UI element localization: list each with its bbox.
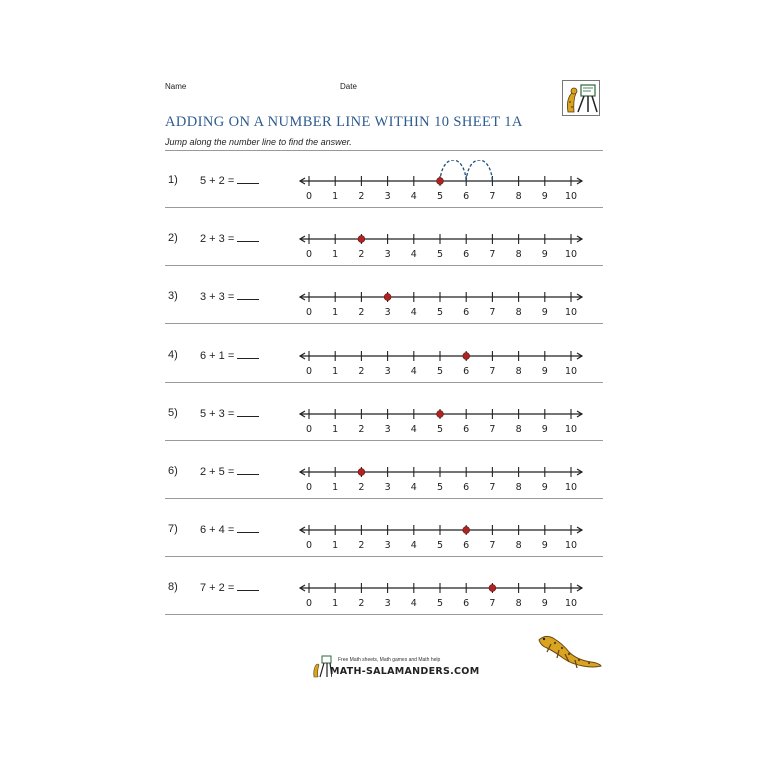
tick-label: 6 bbox=[463, 482, 470, 491]
question-divider bbox=[165, 614, 603, 615]
tick-label: 10 bbox=[564, 482, 578, 491]
start-point-dot bbox=[463, 527, 470, 534]
answer-blank[interactable] bbox=[237, 465, 259, 475]
tick-label: 6 bbox=[463, 249, 470, 259]
question-number: 5) bbox=[168, 406, 178, 419]
tick-label: 5 bbox=[436, 365, 444, 375]
tick-label: 7 bbox=[489, 307, 496, 317]
tick-label: 7 bbox=[489, 249, 496, 259]
question-divider bbox=[165, 382, 603, 383]
page-title: ADDING ON A NUMBER LINE WITHIN 10 SHEET 1A bbox=[165, 114, 523, 130]
question-expression bbox=[200, 523, 259, 536]
start-point-dot bbox=[384, 294, 391, 301]
tick-label: 9 bbox=[541, 365, 548, 375]
question-expression bbox=[200, 349, 259, 362]
tick-label: 8 bbox=[515, 191, 522, 200]
salamander-illustration bbox=[535, 630, 603, 674]
tick-label: 3 bbox=[384, 482, 391, 491]
tick-label: 10 bbox=[564, 307, 578, 317]
tick-label: 3 bbox=[384, 249, 391, 259]
tick-label: 0 bbox=[305, 482, 313, 491]
tick-label: 6 bbox=[463, 191, 470, 200]
number-line bbox=[290, 160, 590, 200]
question-number: 8) bbox=[168, 581, 178, 594]
tick-label: 4 bbox=[410, 598, 417, 608]
question-expression bbox=[200, 174, 259, 187]
tick-label: 0 bbox=[305, 249, 313, 259]
tick-label: 7 bbox=[489, 482, 496, 491]
tick-label: 5 bbox=[436, 423, 444, 433]
tick-label: 10 bbox=[564, 540, 578, 550]
tick-label: 4 bbox=[410, 365, 417, 375]
tick-label: 4 bbox=[410, 191, 417, 200]
footer-tagline: Free Math sheets, Math games and Math help bbox=[338, 657, 441, 663]
question-number: 1) bbox=[168, 174, 178, 186]
tick-label: 1 bbox=[332, 482, 339, 491]
tick-label: 4 bbox=[410, 423, 417, 433]
tick-label: 2 bbox=[358, 365, 365, 375]
question-expression-text: 5 + 2 = bbox=[200, 175, 235, 187]
number-line bbox=[290, 451, 590, 491]
tick-label: 3 bbox=[384, 598, 391, 608]
tick-label: 0 bbox=[305, 423, 313, 433]
question-expression bbox=[200, 290, 259, 303]
question-number: 7) bbox=[168, 523, 178, 536]
start-point-dot bbox=[463, 352, 470, 359]
tick-label: 9 bbox=[541, 249, 548, 259]
question-number: 6) bbox=[168, 465, 178, 477]
tick-label: 5 bbox=[436, 249, 444, 259]
header-divider bbox=[165, 150, 603, 151]
question-expression-text: 7 + 2 = bbox=[200, 582, 235, 595]
instruction-text: Jump along the number line to find the answer. bbox=[165, 137, 352, 147]
tick-label: 8 bbox=[515, 307, 522, 317]
tick-label: 5 bbox=[436, 307, 444, 317]
tick-label: 7 bbox=[489, 365, 496, 375]
question-divider bbox=[165, 498, 603, 499]
tick-label: 7 bbox=[489, 540, 496, 550]
tick-label: 6 bbox=[463, 540, 470, 550]
tick-label: 7 bbox=[489, 423, 496, 433]
tick-label: 3 bbox=[384, 365, 391, 375]
tick-label: 10 bbox=[564, 191, 578, 200]
tick-label: 7 bbox=[489, 598, 496, 608]
answer-blank[interactable] bbox=[237, 349, 259, 359]
answer-blank[interactable] bbox=[237, 407, 259, 417]
tick-label: 2 bbox=[358, 307, 365, 317]
question-expression bbox=[200, 407, 259, 420]
tick-label: 9 bbox=[541, 423, 548, 433]
tick-label: 1 bbox=[332, 540, 339, 550]
jump-arc bbox=[466, 160, 492, 181]
question-divider bbox=[165, 207, 603, 208]
question-expression-text: 5 + 3 = bbox=[200, 407, 235, 420]
answer-blank[interactable] bbox=[237, 174, 259, 184]
number-line bbox=[290, 509, 590, 549]
question-number: 3) bbox=[168, 290, 178, 303]
jump-arc bbox=[440, 160, 466, 181]
question-divider bbox=[165, 556, 603, 557]
tick-label: 1 bbox=[332, 249, 339, 259]
question-expression-text: 6 + 4 = bbox=[200, 524, 235, 537]
tick-label: 7 bbox=[489, 191, 496, 200]
tick-label: 1 bbox=[332, 307, 339, 317]
tick-label: 0 bbox=[305, 307, 313, 317]
tick-label: 1 bbox=[332, 598, 339, 608]
question-divider bbox=[165, 265, 603, 266]
salamander-logo bbox=[562, 80, 600, 116]
tick-label: 1 bbox=[332, 365, 339, 375]
question-expression-text: 2 + 3 = bbox=[200, 233, 235, 246]
tick-label: 1 bbox=[332, 423, 339, 433]
question-expression bbox=[200, 232, 259, 245]
name-label: Name bbox=[165, 82, 187, 91]
number-line bbox=[290, 276, 590, 316]
start-point-dot bbox=[358, 469, 365, 476]
tick-label: 9 bbox=[541, 540, 548, 550]
tick-label: 10 bbox=[564, 249, 578, 259]
answer-blank[interactable] bbox=[237, 290, 259, 300]
number-line bbox=[290, 567, 590, 607]
tick-label: 2 bbox=[358, 598, 365, 608]
number-line bbox=[290, 393, 590, 433]
answer-blank[interactable] bbox=[237, 232, 259, 242]
tick-label: 9 bbox=[541, 191, 548, 200]
tick-label: 10 bbox=[564, 423, 578, 433]
tick-label: 3 bbox=[384, 191, 391, 200]
question-expression-text: 2 + 5 = bbox=[200, 466, 235, 478]
tick-label: 0 bbox=[305, 598, 313, 608]
tick-label: 10 bbox=[564, 365, 578, 375]
tick-label: 4 bbox=[410, 540, 417, 550]
tick-label: 5 bbox=[436, 482, 444, 491]
tick-label: 3 bbox=[384, 307, 391, 317]
footer-site-link[interactable]: MATH-SALAMANDERS.COM bbox=[330, 666, 480, 677]
start-point-dot bbox=[437, 178, 444, 185]
tick-label: 0 bbox=[305, 540, 313, 550]
tick-label: 4 bbox=[410, 482, 417, 491]
tick-label: 4 bbox=[410, 307, 417, 317]
tick-label: 8 bbox=[515, 540, 522, 550]
tick-label: 5 bbox=[436, 191, 444, 200]
question-number: 2) bbox=[168, 232, 178, 245]
question-expression bbox=[200, 581, 259, 594]
tick-label: 10 bbox=[564, 598, 578, 608]
tick-label: 8 bbox=[515, 598, 522, 608]
tick-label: 9 bbox=[541, 307, 548, 317]
tick-label: 2 bbox=[358, 423, 365, 433]
tick-label: 2 bbox=[358, 249, 365, 259]
tick-label: 8 bbox=[515, 482, 522, 491]
tick-label: 9 bbox=[541, 598, 548, 608]
tick-label: 6 bbox=[463, 423, 470, 433]
tick-label: 6 bbox=[463, 307, 470, 317]
tick-label: 2 bbox=[358, 482, 365, 491]
tick-label: 2 bbox=[358, 540, 365, 550]
answer-blank[interactable] bbox=[237, 581, 259, 591]
tick-label: 8 bbox=[515, 365, 522, 375]
question-expression-text: 3 + 3 = bbox=[200, 291, 235, 304]
tick-label: 9 bbox=[541, 482, 548, 491]
start-point-dot bbox=[489, 585, 496, 592]
tick-label: 5 bbox=[436, 598, 444, 608]
tick-label: 0 bbox=[305, 191, 313, 200]
number-line bbox=[290, 335, 590, 375]
tick-label: 6 bbox=[463, 598, 470, 608]
tick-label: 3 bbox=[384, 423, 391, 433]
tick-label: 5 bbox=[436, 540, 444, 550]
start-point-dot bbox=[358, 236, 365, 243]
answer-blank[interactable] bbox=[237, 523, 259, 533]
tick-label: 6 bbox=[463, 365, 470, 375]
footer-logo-icon bbox=[312, 655, 332, 679]
date-label: Date bbox=[340, 82, 357, 91]
question-expression-text: 6 + 1 = bbox=[200, 349, 235, 362]
tick-label: 2 bbox=[358, 191, 365, 200]
tick-label: 4 bbox=[410, 249, 417, 259]
question-divider bbox=[165, 323, 603, 324]
start-point-dot bbox=[437, 410, 444, 417]
question-number: 4) bbox=[168, 348, 178, 361]
tick-label: 8 bbox=[515, 423, 522, 433]
number-line bbox=[290, 218, 590, 258]
question-expression bbox=[200, 465, 259, 478]
tick-label: 3 bbox=[384, 540, 391, 550]
tick-label: 1 bbox=[332, 191, 339, 200]
tick-label: 0 bbox=[305, 365, 313, 375]
question-divider bbox=[165, 440, 603, 441]
tick-label: 8 bbox=[515, 249, 522, 259]
